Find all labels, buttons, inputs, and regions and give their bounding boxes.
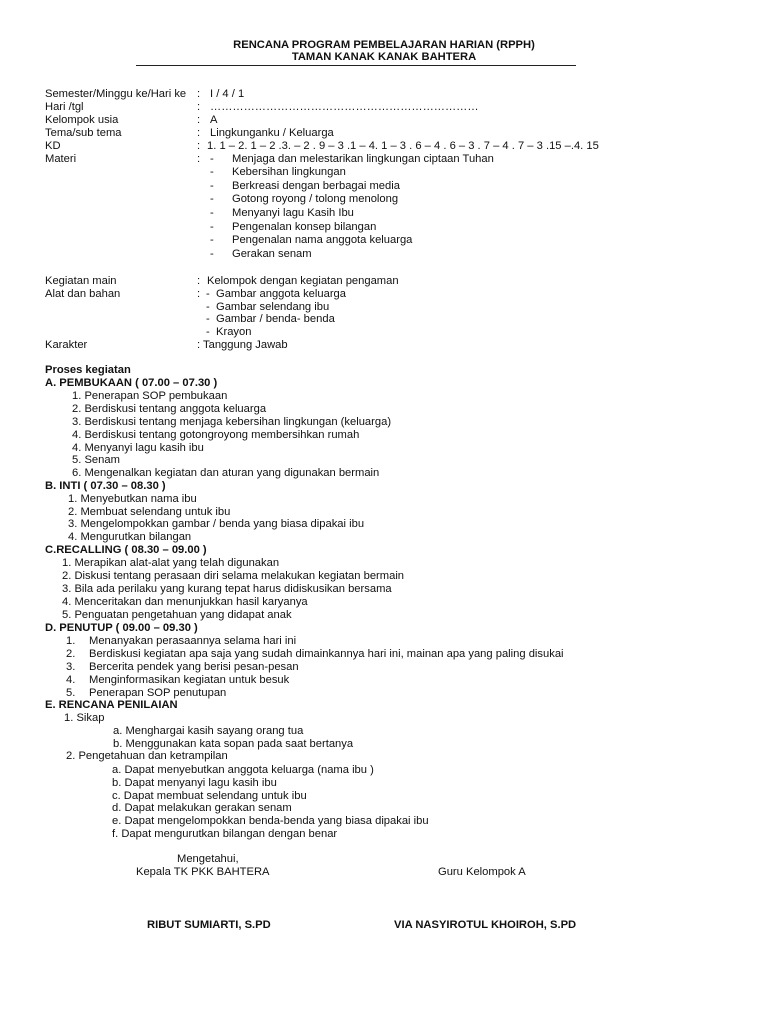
bullet: - — [210, 207, 214, 219]
list-item: Bercerita pendek yang berisi pesan-pesan — [89, 661, 299, 673]
semester-label: Semester/Minggu ke/Hari ke — [45, 88, 187, 100]
alat-item: Gambar anggota keluarga — [216, 288, 346, 300]
semester-value: I / 4 / 1 — [210, 88, 245, 100]
materi-item: Menyanyi lagu Kasih Ibu — [232, 207, 354, 219]
section-d-title: D. PENUTUP ( 09.00 – 09.30 ) — [45, 622, 198, 634]
list-item: f. Dapat mengurutkan bilangan dengan benar — [112, 828, 338, 840]
materi-item: Gerakan senam — [232, 248, 312, 260]
list-number: 3. — [66, 661, 76, 673]
colon: : — [197, 275, 201, 287]
left-signer-role: Kepala TK PKK BAHTERA — [136, 866, 270, 878]
bullet: - — [206, 301, 210, 313]
theme-value: Lingkunganku / Keluarga — [210, 127, 334, 139]
alat-label: Alat dan bahan — [45, 288, 121, 300]
list-item: c. Dapat membuat selendang untuk ibu — [112, 790, 307, 802]
section-c-title: C.RECALLING ( 08.30 – 09.00 ) — [45, 544, 207, 556]
bullet: - — [210, 221, 214, 233]
materi-label: Materi — [45, 153, 77, 165]
bullet: - — [210, 180, 214, 192]
list-item: 3. Mengelompokkan gambar / benda yang biasa dipakai ibu — [68, 518, 365, 530]
materi-item: Menjaga dan melestarikan lingkungan ciptaan Tuhan — [232, 153, 494, 165]
kegiatan-label: Kegiatan main — [45, 275, 117, 287]
list-item: 3. Bila ada perilaku yang kurang tepat harus didiskusikan bersama — [62, 583, 392, 595]
list-item: 4. Menyanyi lagu kasih ibu — [72, 442, 204, 454]
bullet: - — [206, 313, 210, 325]
list-item: 5. Senam — [72, 454, 120, 466]
section-b-title: B. INTI ( 07.30 – 08.30 ) — [45, 480, 166, 492]
bullet: - — [210, 166, 214, 178]
right-signer-name: VIA NASYIROTUL KHOIROH, S.PD — [394, 919, 577, 931]
materi-item: Gotong royong / tolong menolong — [232, 193, 399, 205]
colon: : — [197, 288, 201, 300]
list-item: b. Dapat menyanyi lagu kasih ibu — [112, 777, 277, 789]
list-item: 1. Menyebutkan nama ibu — [68, 493, 197, 505]
list-item: 6. Mengenalkan kegiatan dan aturan yang digunakan bermain — [72, 467, 380, 479]
bullet: - — [210, 153, 214, 165]
karakter-value: : Tanggung Jawab — [197, 339, 288, 351]
bullet: - — [206, 288, 210, 300]
theme-label: Tema/sub tema — [45, 127, 122, 139]
alat-item: Gambar selendang ibu — [216, 301, 330, 313]
list-item: 2. Diskusi tentang perasaan diri selama melakukan kegiatan bermain — [62, 570, 405, 582]
date-label: Hari /tgl — [45, 101, 84, 113]
list-item: Menanyakan perasaannya selama hari ini — [89, 635, 297, 647]
alat-item: Krayon — [216, 326, 252, 338]
section-e-title: E. RENCANA PENILAIAN — [45, 699, 178, 711]
list-item: Berdiskusi kegiatan apa saja yang sudah dimainkannya hari ini, mainan apa yang paling disukai — [89, 648, 564, 660]
list-item: 4. Mengurutkan bilangan — [68, 531, 192, 543]
materi-item: Berkreasi dengan berbagai media — [232, 180, 400, 192]
sikap-label: 1. Sikap — [64, 712, 105, 724]
right-signer-role: Guru Kelompok A — [438, 866, 526, 878]
list-item: e. Dapat mengelompokkan benda-benda yang biasa dipakai ibu — [112, 815, 429, 827]
kd-label: KD — [45, 140, 61, 152]
list-item: d. Dapat melakukan gerakan senam — [112, 802, 292, 814]
header-rule — [136, 65, 576, 66]
date-value: ……………………………………………………………… — [210, 101, 479, 113]
page-title: RENCANA PROGRAM PEMBELAJARAN HARIAN (RPPH) — [233, 39, 535, 51]
alat-item: Gambar / benda- benda — [216, 313, 335, 325]
left-signer-name: RIBUT SUMIARTI, S.PD — [147, 919, 271, 931]
colon: : — [197, 140, 201, 152]
list-item: 4. Berdiskusi tentang gotongroyong membersihkan rumah — [72, 429, 360, 441]
list-item: 5. Penguatan pengetahuan yang didapat anak — [62, 609, 292, 621]
list-item: 3. Berdiskusi tentang menjaga kebersihan lingkungan (keluarga) — [72, 416, 392, 428]
colon: : — [197, 88, 201, 100]
colon: : — [197, 153, 201, 165]
kd-value: 1. 1 – 2. 1 – 2 .3. – 2 . 9 – 3 .1 – 4. 1 – 3 . 6 – 4 . 6 – 3 . 7 – 4 . 7 – 3 .15 –.4. 15 — [207, 140, 599, 152]
list-number: 5. — [66, 687, 76, 699]
karakter-label: Karakter — [45, 339, 88, 351]
group-label: Kelompok usia — [45, 114, 119, 126]
list-item: 1. Penerapan SOP pembukaan — [72, 390, 228, 402]
list-number: 1. — [66, 635, 76, 647]
list-item: Menginformasikan kegiatan untuk besuk — [89, 674, 290, 686]
bullet: - — [210, 234, 214, 246]
colon: : — [197, 101, 201, 113]
list-item: 1. Merapikan alat-alat yang telah digunakan — [62, 557, 280, 569]
list-item: a. Menghargai kasih sayang orang tua — [113, 725, 304, 737]
list-item: b. Menggunakan kata sopan pada saat bertanya — [113, 738, 354, 750]
bullet: - — [210, 248, 214, 260]
school-name: TAMAN KANAK KANAK BAHTERA — [291, 51, 477, 63]
pengetahuan-label: 2. Pengetahuan dan ketrampilan — [66, 750, 228, 762]
colon: : — [197, 127, 201, 139]
section-a-title: A. PEMBUKAAN ( 07.00 – 07.30 ) — [45, 377, 218, 389]
list-item: 4. Menceritakan dan menunjukkan hasil karyanya — [62, 596, 308, 608]
group-value: A — [210, 114, 218, 126]
materi-item: Kebersihan lingkungan — [232, 166, 346, 178]
kegiatan-value: Kelompok dengan kegiatan pengaman — [207, 275, 399, 287]
list-number: 2. — [66, 648, 76, 660]
list-item: Penerapan SOP penutupan — [89, 687, 227, 699]
proses-heading: Proses kegiatan — [45, 364, 131, 376]
colon: : — [197, 114, 201, 126]
list-item: a. Dapat menyebutkan anggota keluarga (nama ibu ) — [112, 764, 374, 776]
acknowledged-text: Mengetahui, — [177, 853, 239, 865]
materi-item: Pengenalan konsep bilangan — [232, 221, 377, 233]
list-number: 4. — [66, 674, 76, 686]
bullet: - — [206, 326, 210, 338]
list-item: 2. Berdiskusi tentang anggota keluarga — [72, 403, 267, 415]
materi-item: Pengenalan nama anggota keluarga — [232, 234, 413, 246]
bullet: - — [210, 193, 214, 205]
list-item: 2. Membuat selendang untuk ibu — [68, 506, 231, 518]
